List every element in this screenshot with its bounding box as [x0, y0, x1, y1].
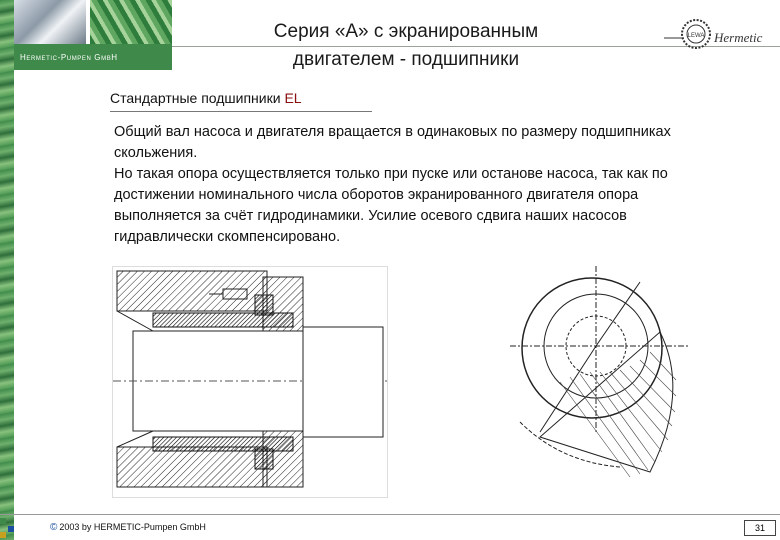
footer-divider: [0, 514, 780, 515]
subtitle-prefix: Стандартные подшипники: [110, 90, 285, 106]
title-line-2: двигателем - подшипники: [292, 49, 520, 70]
subtitle-code: EL: [284, 90, 302, 106]
page-number: 31: [744, 520, 776, 536]
hermetic-logo: [664, 8, 776, 58]
header-photo-left: [14, 0, 86, 44]
bearing-cross-section-drawing: [112, 266, 388, 498]
header-photo-leaves: [90, 0, 172, 44]
title-line-1: Серия «А» с экранированным: [273, 21, 539, 42]
footer-copyright: [50, 522, 206, 533]
logo-seal-text: LEWA: [687, 33, 705, 39]
brand-bar: [14, 44, 172, 70]
copyright-text: 2003 by HERMETIC-Pumpen GmbH: [59, 522, 206, 532]
section-subtitle: [110, 90, 302, 106]
footer-square-blue: [8, 526, 14, 532]
hydrodynamic-pressure-diagram: [500, 262, 700, 492]
brand-bar-text: Hermetic-Pumpen GmbH: [20, 52, 118, 62]
page-title: [196, 18, 616, 74]
body-paragraph-2: Но такая опора осуществляется только при пуске или останове насоса, так как по достижении номинального числа оборотов экранированного двигателя опора выполняется за счёт гидродинамики. Усилие осевого сдвига наших насосов гидравлически скомпенсировано.: [114, 166, 668, 245]
decorative-green-strip: [0, 0, 14, 540]
logo-wordmark: Hermetic: [714, 30, 763, 45]
subtitle-underline: [110, 111, 372, 112]
footer-square-yellow: [0, 532, 6, 538]
footer-square-green: [0, 518, 6, 524]
copyright-icon: ©: [50, 522, 58, 533]
body-text: [114, 122, 724, 248]
body-paragraph-1: Общий вал насоса и двигателя вращается в одинаковых по размеру подшипниках скольжения.: [114, 124, 671, 161]
